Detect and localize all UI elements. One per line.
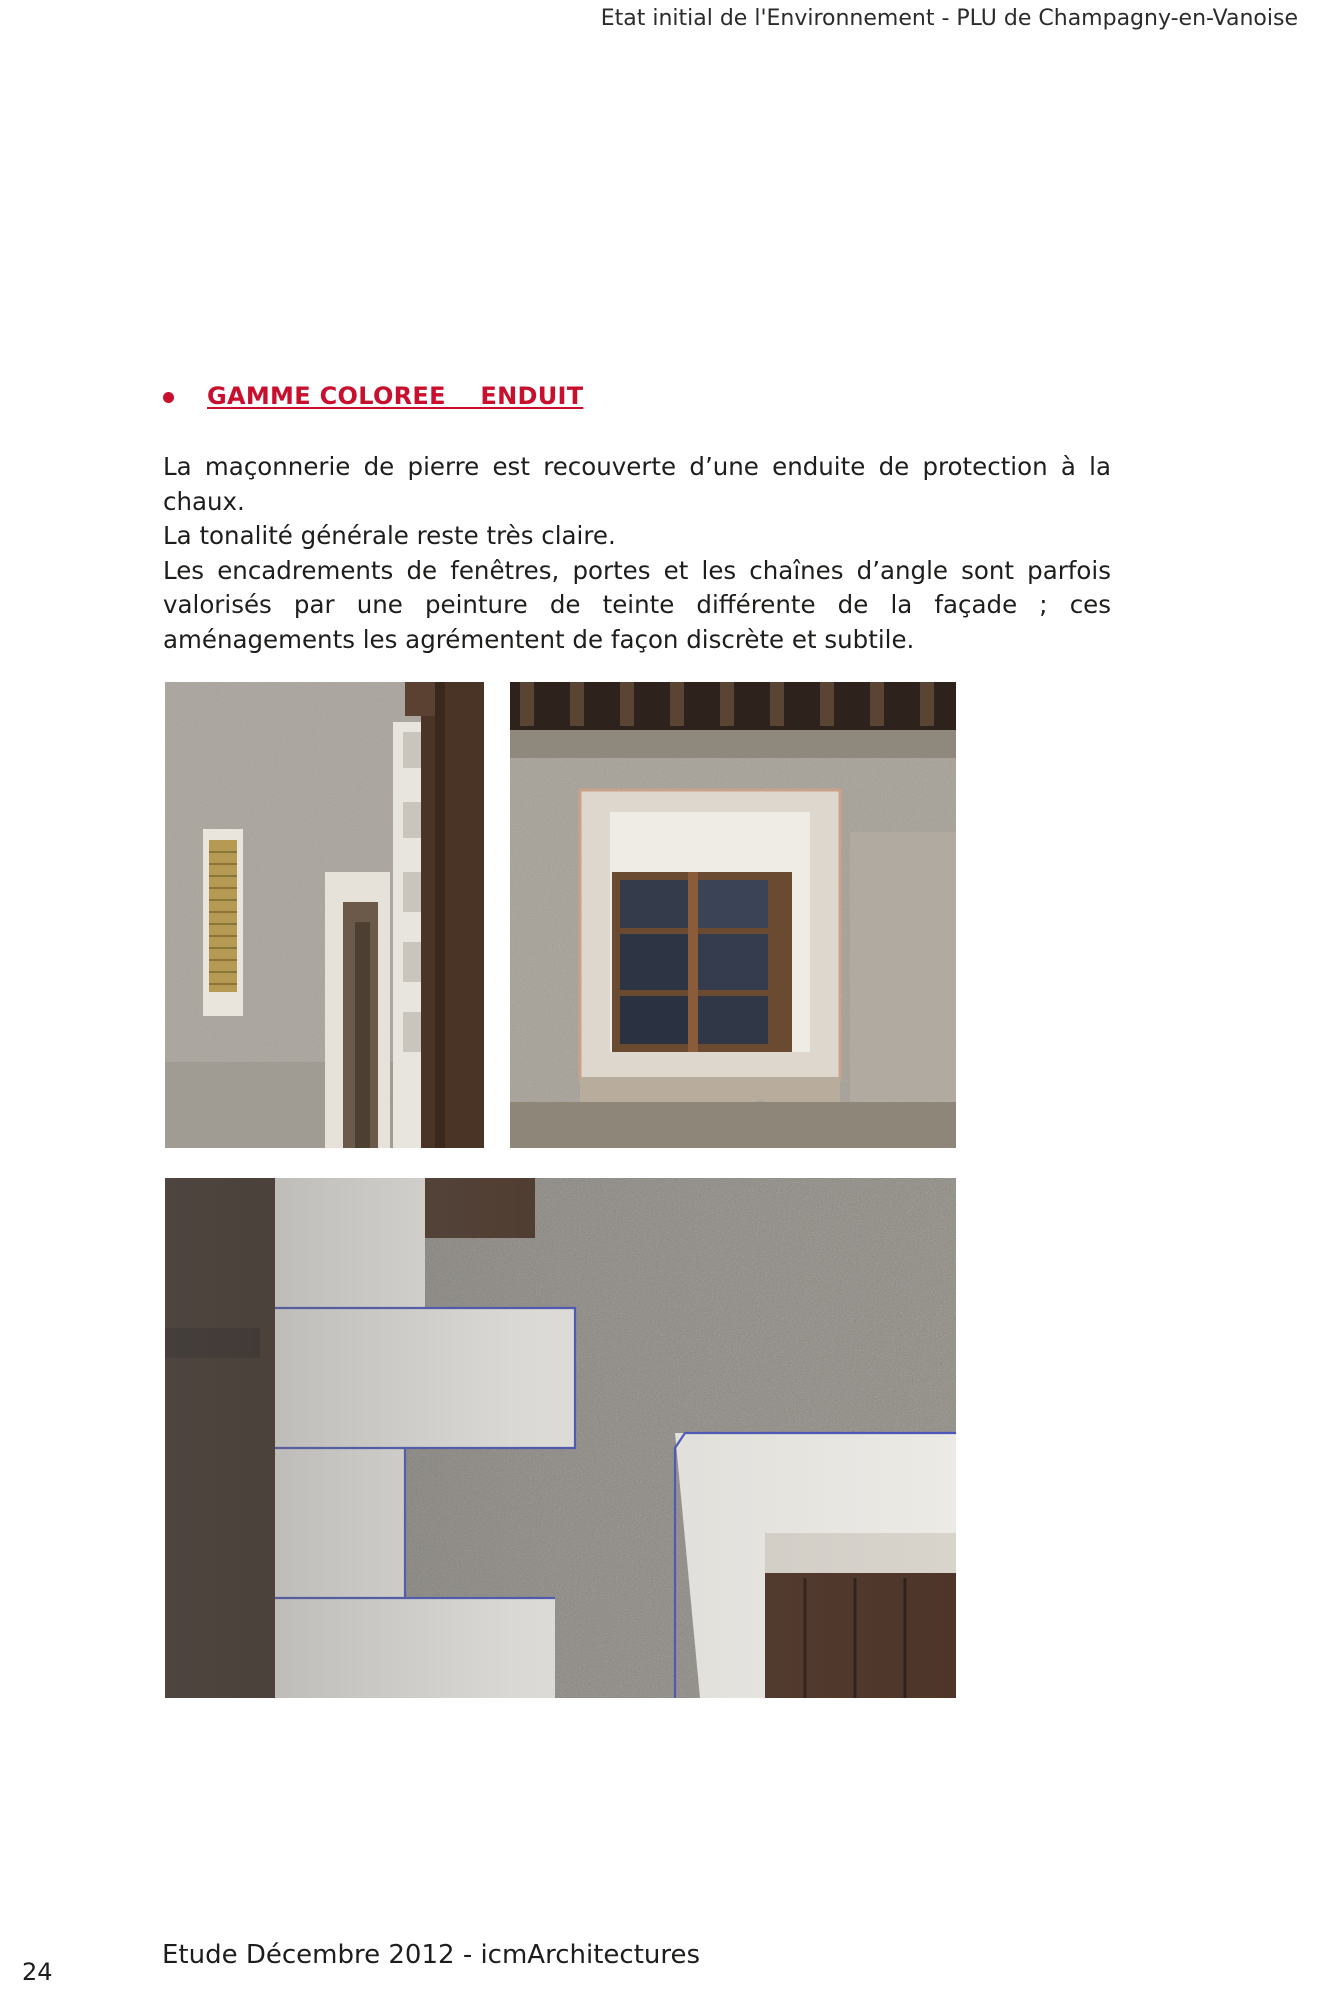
- page-footer: Etude Décembre 2012 - icmArchitectures: [162, 1940, 701, 1970]
- body-text: [163, 450, 1111, 657]
- section-heading-text: GAMME COLOREE ENDUIT: [207, 382, 584, 410]
- photo-facade-shutter: [165, 682, 484, 1148]
- bullet-icon: [163, 392, 174, 403]
- page-number: 24: [22, 1958, 53, 1986]
- running-header: Etat initial de l'Environnement - PLU de Champagny-en-Vanoise: [600, 6, 1298, 31]
- paragraph: La tonalité générale reste très claire.: [163, 521, 616, 550]
- section-heading: [163, 382, 583, 410]
- paragraph: Les encadrements de fenêtres, portes et les chaînes d’angle sont parfois valorisés par une peinture de teinte différente de la façade ; ces aménagements les agrémentent de façon discrète et subtile.: [163, 555, 1111, 654]
- paragraph: La maçonnerie de pierre est recouverte d’une enduite de protection à la chaux.: [163, 452, 1111, 516]
- photo-corner-quoins: [165, 1178, 956, 1698]
- photo-window-frame: [510, 682, 956, 1148]
